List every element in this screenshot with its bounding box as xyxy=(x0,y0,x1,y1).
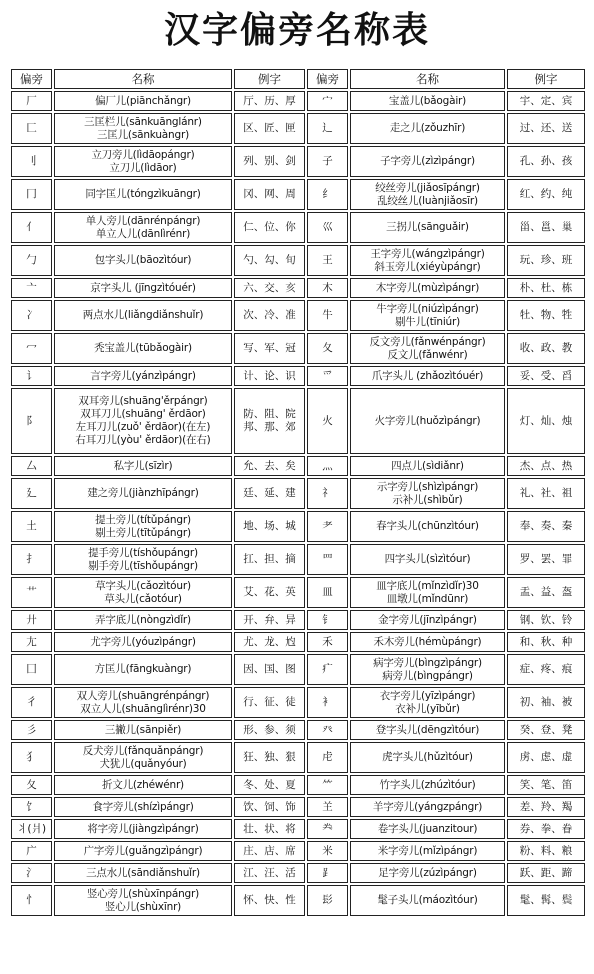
radical-name: 皿字底儿(mǐnzìdǐr)30 xyxy=(376,579,479,592)
table-row xyxy=(11,333,585,364)
name-cell-left xyxy=(54,511,232,542)
name-cell-right xyxy=(350,278,505,298)
radical-name: 犬犹儿(quǎnyóur) xyxy=(99,757,187,770)
radical-name: 广字旁儿(guǎngzìpángr) xyxy=(83,844,203,857)
name-cell-left xyxy=(54,300,232,331)
radical-name: 虎字头儿(hǔzìtóur) xyxy=(382,751,473,763)
radical-name: 竖心旁儿(shùxīnpángr) xyxy=(86,887,200,900)
name-cell-left xyxy=(54,146,232,177)
example-cell-left: 地、场、城 xyxy=(234,511,305,542)
radical-cell-right: 耂 xyxy=(307,511,348,542)
table-row xyxy=(11,610,585,630)
example-cell-left: 因、国、图 xyxy=(234,654,305,685)
example-cell-right: 盂、益、盔 xyxy=(507,577,585,608)
radical-name: 春字头儿(chūnzìtóur) xyxy=(376,520,479,532)
name-cell-right xyxy=(350,179,505,210)
header-name-left: 名称 xyxy=(54,69,232,89)
example-cell-right: 虏、虑、虚 xyxy=(507,742,585,773)
radical-cell-left: 冫 xyxy=(11,300,52,331)
radical-name: 三撇儿(sānpiěr) xyxy=(104,723,182,736)
header-name-right: 名称 xyxy=(350,69,505,89)
name-cell-left xyxy=(54,245,232,276)
radical-cell-left: 厶 xyxy=(11,456,52,476)
table-row xyxy=(11,841,585,861)
radical-name: 立刀儿(lìdāor) xyxy=(109,161,177,174)
name-cell-left xyxy=(54,885,232,916)
example-cell-left: 冈、网、周 xyxy=(234,179,305,210)
name-cell-right xyxy=(350,720,505,740)
radical-name: 火字旁儿(huǒzìpángr) xyxy=(374,414,481,427)
radical-cell-left: 饣 xyxy=(11,797,52,817)
example-cell-right: 罗、罢、罪 xyxy=(507,544,585,575)
table-row xyxy=(11,654,585,685)
example-cell-right: 玩、珍、班 xyxy=(507,245,585,276)
name-cell-left xyxy=(54,113,232,144)
name-cell-right xyxy=(350,819,505,839)
example-cell-right: 牡、物、牲 xyxy=(507,300,585,331)
example-cell-left: 江、汪、活 xyxy=(234,863,305,883)
name-cell-right xyxy=(350,366,505,386)
example-cell-left: 形、参、须 xyxy=(234,720,305,740)
radical-cell-left: 夂 xyxy=(11,775,52,795)
radical-name: 皿墩儿(mǐndūnr) xyxy=(386,592,469,605)
radical-name: 两点水儿(liǎngdiǎnshuǐr) xyxy=(82,309,204,321)
radical-name: 秃宝盖儿(tūbǎogàir) xyxy=(94,342,192,354)
radical-name: 将字旁儿(jiàngzìpángr) xyxy=(87,822,199,835)
example-cell-left: 狂、独、狠 xyxy=(234,742,305,773)
example-cell-right: 孔、孙、孩 xyxy=(507,146,585,177)
radical-cell-left: 亻 xyxy=(11,212,52,243)
radical-name: 双耳旁儿(shuāng'ěrpángr) xyxy=(78,395,208,407)
radical-name: 斜玉旁儿(xiéyùpángr) xyxy=(374,260,481,273)
header-example-left: 例字 xyxy=(234,69,305,89)
name-cell-left xyxy=(54,819,232,839)
name-cell-right xyxy=(350,775,505,795)
example-cell-right: 券、拳、眷 xyxy=(507,819,585,839)
radical-name: 折文儿(zhéwénr) xyxy=(102,778,184,791)
radical-name: 绞丝旁儿(jiǎosīpángr) xyxy=(375,181,480,194)
radical-name: 示字旁儿(shìzìpángr) xyxy=(376,480,479,493)
radical-cell-left: 忄 xyxy=(11,885,52,916)
name-cell-left xyxy=(54,91,232,111)
name-cell-left xyxy=(54,577,232,608)
example-cell-right: 癸、登、凳 xyxy=(507,720,585,740)
radical-name: 双立人儿(shuānglìrénr)30 xyxy=(80,702,206,715)
radical-cell-right: 龹 xyxy=(307,819,348,839)
radical-cell-right: 宀 xyxy=(307,91,348,111)
example-cell-left: 廷、延、建 xyxy=(234,478,305,509)
radical-name: 木字旁儿(mùzìpángr) xyxy=(375,281,480,294)
radical-cell-left: 尢 xyxy=(11,632,52,652)
radical-name: 竖心儿(shùxīnr) xyxy=(104,900,182,913)
radical-name: 提手旁儿(tíshǒupángr) xyxy=(88,546,198,559)
example-cell-left: 尤、龙、尥 xyxy=(234,632,305,652)
page-title: 汉字偏旁名称表 xyxy=(163,9,430,51)
radical-cell-left: 土 xyxy=(11,511,52,542)
radical-name: 三匡栏儿(sānkuānglánr) xyxy=(84,115,202,128)
radical-cell-left: 勹 xyxy=(11,245,52,276)
radical-name: 剔手旁儿(tīshǒupángr) xyxy=(88,559,198,572)
radical-name: 三匡儿(sānkuàngr) xyxy=(97,128,189,141)
example-cell-right: 钢、钦、铃 xyxy=(507,610,585,630)
radical-cell-right: 辶 xyxy=(307,113,348,144)
radical-cell-right: 王 xyxy=(307,245,348,276)
radical-name: 左耳刀儿(zuǒ' ěrdāor)(在左) xyxy=(75,421,211,433)
example-cell-right: 症、疼、痕 xyxy=(507,654,585,685)
radical-cell-right: 皿 xyxy=(307,577,348,608)
radical-name: 言字旁儿(yánzìpángr) xyxy=(90,369,196,382)
radical-cell-left: 讠 xyxy=(11,366,52,386)
header-radical-left: 偏旁 xyxy=(11,69,52,89)
table-row xyxy=(11,245,585,276)
example-cell-right: 杰、点、热 xyxy=(507,456,585,476)
name-cell-left xyxy=(54,456,232,476)
example-cell-right: 朴、杜、栋 xyxy=(507,278,585,298)
radical-name: 衣补儿(yībǔr) xyxy=(395,702,460,715)
radical-name: 反文旁儿(fǎnwénpángr) xyxy=(369,335,486,348)
radical-cell-right: 米 xyxy=(307,841,348,861)
name-cell-right xyxy=(350,91,505,111)
radical-name: 金字旁儿(jīnzìpángr) xyxy=(378,613,477,626)
example-cell-right: 红、约、纯 xyxy=(507,179,585,210)
name-cell-right xyxy=(350,885,505,916)
radical-name: 尤字旁儿(yóuzìpángr) xyxy=(90,635,196,648)
table-row xyxy=(11,863,585,883)
table-body xyxy=(11,91,585,916)
example-cell-right: 收、政、教 xyxy=(507,333,585,364)
example-cell-left: 勺、勾、旬 xyxy=(234,245,305,276)
radical-name: 单人旁儿(dānrénpángr) xyxy=(85,214,201,227)
name-cell-right xyxy=(350,146,505,177)
name-cell-left xyxy=(54,333,232,364)
radical-cell-right: 牛 xyxy=(307,300,348,331)
radical-cell-left: 犭 xyxy=(11,742,52,773)
radical-cell-left: 彳 xyxy=(11,687,52,718)
example-cell-right: 甾、邕、巢 xyxy=(507,212,585,243)
radical-name: 右耳刀儿(yòu' ěrdāor)(在右) xyxy=(75,434,211,446)
radical-cell-left: 廴 xyxy=(11,478,52,509)
radical-cell-right: 禾 xyxy=(307,632,348,652)
name-cell-left xyxy=(54,775,232,795)
name-cell-right xyxy=(350,797,505,817)
name-cell-left xyxy=(54,720,232,740)
radical-name: 竹字头儿(zhúzìtóur) xyxy=(379,778,476,791)
radical-cell-right: ⻊ xyxy=(307,863,348,883)
table-row xyxy=(11,278,585,298)
name-cell-left xyxy=(54,388,232,454)
radical-cell-right: 礻 xyxy=(307,478,348,509)
table-row xyxy=(11,212,585,243)
example-cell-right: 初、袖、被 xyxy=(507,687,585,718)
radical-cell-right: ⺮ xyxy=(307,775,348,795)
radical-name: 包字头儿(bāozìtóur) xyxy=(94,254,192,266)
radical-cell-left: 扌 xyxy=(11,544,52,575)
radical-name: 衣字旁儿(yīzìpángr) xyxy=(379,689,476,702)
name-cell-right xyxy=(350,742,505,773)
table-row xyxy=(11,456,585,476)
radical-name: 禾木旁儿(hémùpángr) xyxy=(373,635,482,648)
example-cell-left: 厅、历、厚 xyxy=(234,91,305,111)
radical-name: 病字旁儿(bìngzìpángr) xyxy=(373,656,482,669)
table-row xyxy=(11,300,585,331)
name-cell-left xyxy=(54,366,232,386)
radical-cell-right: 𦍌 xyxy=(307,797,348,817)
example-cell-left: 列、别、剑 xyxy=(234,146,305,177)
name-cell-left xyxy=(54,687,232,718)
radical-cell-right: 夂 xyxy=(307,333,348,364)
radical-name: 双人旁儿(shuāngrénpángr) xyxy=(76,689,210,702)
example-cell-left: 庄、店、席 xyxy=(234,841,305,861)
radical-name: 建之旁儿(jiànzhīpángr) xyxy=(87,487,199,499)
radical-cell-left: 彡 xyxy=(11,720,52,740)
name-cell-left xyxy=(54,278,232,298)
radical-cell-right: 木 xyxy=(307,278,348,298)
radical-cell-right: 巛 xyxy=(307,212,348,243)
header-radical-right: 偏旁 xyxy=(307,69,348,89)
radical-name: 方匡儿(fāngkuàngr) xyxy=(94,663,192,675)
radical-name: 王字旁儿(wángzìpángr) xyxy=(370,247,485,260)
name-cell-right xyxy=(350,654,505,685)
name-cell-right xyxy=(350,113,505,144)
radical-name: 私字儿(sīzìr) xyxy=(113,459,173,472)
radical-cell-right: 爫 xyxy=(307,366,348,386)
name-cell-left xyxy=(54,742,232,773)
example-cell-right: 笑、笔、笛 xyxy=(507,775,585,795)
radical-name: 反文儿(fǎnwénr) xyxy=(387,348,468,361)
name-cell-right xyxy=(350,478,505,509)
radical-name: 走之儿(zǒuzhīr) xyxy=(389,122,466,134)
example-cell-right: 奉、奏、秦 xyxy=(507,511,585,542)
name-cell-right xyxy=(350,544,505,575)
radical-name: 提土旁儿(títǔpángr) xyxy=(95,513,191,526)
radical-name: 草头儿(cǎotóur) xyxy=(104,592,182,605)
example-cell-left: 扛、担、摘 xyxy=(234,544,305,575)
example-cell-left: 开、弁、异 xyxy=(234,610,305,630)
radical-cell-left: 冖 xyxy=(11,333,52,364)
radical-name: 米字旁儿(mǐzìpángr) xyxy=(377,844,478,857)
radical-table xyxy=(9,67,587,918)
name-cell-right xyxy=(350,863,505,883)
radical-cell-right: 子 xyxy=(307,146,348,177)
radical-cell-right: 灬 xyxy=(307,456,348,476)
radical-name: 卷字头儿(juanzitour) xyxy=(377,822,478,835)
name-cell-right xyxy=(350,687,505,718)
radical-cell-right: 衤 xyxy=(307,687,348,718)
radical-cell-left: 丬(爿) xyxy=(11,819,52,839)
radical-cell-right: 罒 xyxy=(307,544,348,575)
example-cell-right: 过、还、送 xyxy=(507,113,585,144)
name-cell-right xyxy=(350,245,505,276)
radical-cell-right: 纟 xyxy=(307,179,348,210)
radical-cell-right: 癶 xyxy=(307,720,348,740)
radical-cell-left: 囗 xyxy=(11,654,52,685)
example-cell-left: 次、冷、准 xyxy=(234,300,305,331)
radical-name: 登字头儿(dēngzìtóur) xyxy=(375,723,480,736)
radical-cell-left: 氵 xyxy=(11,863,52,883)
example-cell-right: 粉、料、粮 xyxy=(507,841,585,861)
radical-cell-right: 钅 xyxy=(307,610,348,630)
example-cell-right: 和、秋、种 xyxy=(507,632,585,652)
table-header-row xyxy=(11,69,585,89)
radical-cell-left: 刂 xyxy=(11,146,52,177)
table-row xyxy=(11,775,585,795)
radical-cell-left: 厂 xyxy=(11,91,52,111)
example-cell-right: 礼、社、祖 xyxy=(507,478,585,509)
name-cell-right xyxy=(350,212,505,243)
table-row xyxy=(11,388,585,454)
radical-name: 反犬旁儿(fǎnquǎnpángr) xyxy=(82,744,204,757)
name-cell-left xyxy=(54,797,232,817)
example-cell-left: 冬、处、夏 xyxy=(234,775,305,795)
example-cell-left: 防、阻、院 邦、那、郊 xyxy=(234,388,305,454)
example-cell-right: 灯、灿、烛 xyxy=(507,388,585,454)
radical-cell-left: 广 xyxy=(11,841,52,861)
radical-name: 子字旁儿(zìzìpángr) xyxy=(380,155,475,167)
example-cell-left: 六、交、亥 xyxy=(234,278,305,298)
example-cell-left: 行、征、徒 xyxy=(234,687,305,718)
table-row xyxy=(11,632,585,652)
table-row xyxy=(11,91,585,111)
radical-name: 牛字旁儿(niúzìpángr) xyxy=(376,302,479,315)
radical-cell-left: 冂 xyxy=(11,179,52,210)
radical-cell-right: 疒 xyxy=(307,654,348,685)
name-cell-right xyxy=(350,632,505,652)
radical-name: 四字头儿(sìzìtóur) xyxy=(384,553,471,565)
name-cell-left xyxy=(54,654,232,685)
name-cell-left xyxy=(54,179,232,210)
table-row xyxy=(11,797,585,817)
name-cell-left xyxy=(54,212,232,243)
name-cell-left xyxy=(54,632,232,652)
name-cell-right xyxy=(350,456,505,476)
radical-cell-left: 亠 xyxy=(11,278,52,298)
table-row xyxy=(11,511,585,542)
example-cell-left: 允、去、矣 xyxy=(234,456,305,476)
radical-name: 同字匡儿(tóngzìkuāngr) xyxy=(85,188,201,200)
radical-name: 单立人儿(dānlìrénr) xyxy=(95,227,191,240)
radical-name: 示补儿(shìbǔr) xyxy=(392,493,463,506)
radical-cell-left: 廾 xyxy=(11,610,52,630)
radical-name: 偏厂儿(piānchǎngr) xyxy=(95,94,191,107)
name-cell-right xyxy=(350,333,505,364)
example-cell-right: 妥、受、舀 xyxy=(507,366,585,386)
radical-name: 足字旁儿(zúzìpángr) xyxy=(378,866,477,879)
radical-name: 食字旁儿(shízìpángr) xyxy=(92,800,194,813)
table-row xyxy=(11,577,585,608)
radical-cell-right: 火 xyxy=(307,388,348,454)
name-cell-right xyxy=(350,511,505,542)
name-cell-left xyxy=(54,610,232,630)
example-cell-left: 壮、状、将 xyxy=(234,819,305,839)
table-row xyxy=(11,146,585,177)
radical-name: 弄字底儿(nòngzìdǐr) xyxy=(95,613,191,626)
radical-name: 四点儿(sìdiǎnr) xyxy=(391,459,464,472)
name-cell-right xyxy=(350,841,505,861)
radical-cell-right: 髟 xyxy=(307,885,348,916)
radical-name: 病旁儿(bìngpángr) xyxy=(382,669,473,682)
radical-cell-right: 虍 xyxy=(307,742,348,773)
table-row xyxy=(11,179,585,210)
name-cell-left xyxy=(54,863,232,883)
name-cell-right xyxy=(350,300,505,331)
example-cell-left: 饮、饲、饰 xyxy=(234,797,305,817)
radical-name: 立刀旁儿(lìdāopángr) xyxy=(91,148,195,161)
radical-name: 京字头儿 (jīngzìtóuér) xyxy=(90,281,196,294)
radical-cell-left: 艹 xyxy=(11,577,52,608)
radical-cell-left: 阝 xyxy=(11,388,52,454)
table-row xyxy=(11,478,585,509)
radical-name: 双耳刀儿(shuāng' ěrdāor) xyxy=(80,408,206,420)
table-row xyxy=(11,366,585,386)
example-cell-right: 差、羚、羯 xyxy=(507,797,585,817)
table-row xyxy=(11,885,585,916)
radical-name: 羊字旁儿(yángzpángr) xyxy=(372,800,483,813)
name-cell-left xyxy=(54,478,232,509)
example-cell-left: 写、军、冠 xyxy=(234,333,305,364)
radical-name: 爪字头儿 (zhǎozìtóuér) xyxy=(371,369,484,382)
table-row xyxy=(11,687,585,718)
radical-name: 髦子头儿(máozìtóur) xyxy=(377,894,478,906)
name-cell-left xyxy=(54,841,232,861)
example-cell-right: 髦、髯、鬓 xyxy=(507,885,585,916)
example-cell-left: 区、匠、匣 xyxy=(234,113,305,144)
example-cell-right: 跃、距、蹄 xyxy=(507,863,585,883)
radical-name: 剔土旁儿(tītǔpángr) xyxy=(95,526,191,539)
radical-name: 剔牛儿(tīniúr) xyxy=(394,315,461,328)
radical-cell-left: 匚 xyxy=(11,113,52,144)
radical-name: 草字头儿(cǎozìtóur) xyxy=(95,579,191,592)
radical-name: 三点水儿(sāndiǎnshuǐr) xyxy=(86,866,200,879)
example-cell-left: 怀、快、性 xyxy=(234,885,305,916)
name-cell-right xyxy=(350,610,505,630)
example-cell-right: 宇、定、宾 xyxy=(507,91,585,111)
radical-name: 乱绞丝儿(luànjiǎosīr) xyxy=(377,194,478,207)
table-row xyxy=(11,819,585,839)
name-cell-right xyxy=(350,577,505,608)
table-row xyxy=(11,742,585,773)
table-row xyxy=(11,544,585,575)
table-row xyxy=(11,113,585,144)
radical-name: 宝盖儿(bǎogàir) xyxy=(388,94,467,107)
name-cell-left xyxy=(54,544,232,575)
example-cell-left: 仁、位、你 xyxy=(234,212,305,243)
example-cell-left: 艾、花、英 xyxy=(234,577,305,608)
example-cell-left: 计、论、识 xyxy=(234,366,305,386)
radical-name: 三拐儿(sānguǎir) xyxy=(386,221,469,233)
table-row xyxy=(11,720,585,740)
name-cell-right xyxy=(350,388,505,454)
header-example-right: 例字 xyxy=(507,69,585,89)
